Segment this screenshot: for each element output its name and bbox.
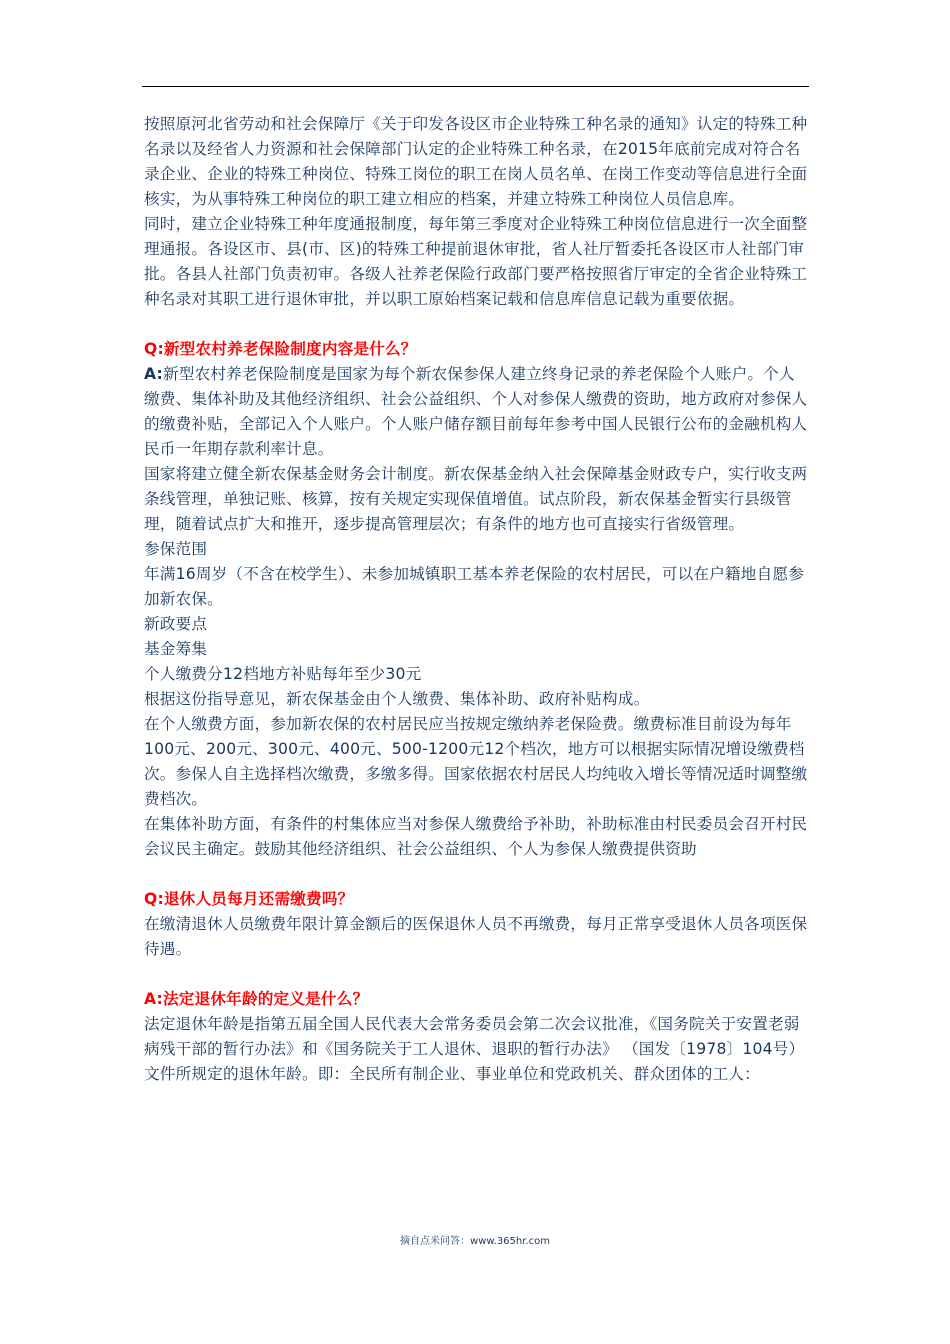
question-heading: A:法定退休年龄的定义是什么？	[144, 990, 369, 1008]
answer-prefix: A:	[144, 365, 163, 383]
question-heading: Q:退休人员每月还需缴费吗？	[144, 890, 354, 908]
paragraph-gap	[144, 862, 810, 887]
paragraph-gap	[144, 962, 810, 987]
paragraph: 国家将建立健全新农保基金财务会计制度。新农保基金纳入社会保障基金财政专户，实行收支两条线管理，单独记账、核算，按有关规定实现保值增值。试点阶段，新农保基金暂实行县级管理，随着试点扩大和推开，逐步提高管理层次；有条件的地方也可直接实行省级管理。	[144, 465, 808, 533]
paragraph: 新政要点	[144, 615, 208, 633]
paragraph: 年满16周岁（不含在校学生）、未参加城镇职工基本养老保险的农村居民，可以在户籍地自愿参加新农保。	[144, 565, 804, 608]
paragraph: 个人缴费分12档地方补贴每年至少30元	[144, 665, 422, 683]
paragraph: 在个人缴费方面，参加新农保的农村居民应当按规定缴纳养老保险费。缴费标准目前设为每年100元、200元、300元、400元、500-1200元12个档次，地方可以根据实际情况增设缴费档次。参保人自主选择档次缴费，多缴多得。国家依据农村居民人均纯收入增长等情况适时调整缴费档次。	[144, 715, 808, 808]
question-heading: Q:新型农村养老保险制度内容是什么？	[144, 340, 417, 358]
answer-paragraph	[144, 362, 810, 462]
paragraph: 参保范围	[144, 540, 208, 558]
document-body	[144, 112, 810, 1087]
paragraph: 同时，建立企业特殊工种年度通报制度，每年第三季度对企业特殊工种岗位信息进行一次全面整理通报。各设区市、县(市、区)的特殊工种提前退休审批，省人社厅暂委托各设区市人社部门审批。各县人社部门负责初审。各级人社养老保险行政部门要严格按照省厅审定的全省企业特殊工种名录对其职工进行退休审批，并以职工原始档案记载和信息库信息记载为重要依据。	[144, 215, 808, 308]
paragraph: 在集体补助方面，有条件的村集体应当对参保人缴费给予补助，补助标准由村民委员会召开村民会议民主确定。鼓励其他经济组织、社会公益组织、个人为参保人缴费提供资助	[144, 815, 808, 858]
paragraph-gap	[144, 312, 810, 337]
paragraph: 在缴清退休人员缴费年限计算金额后的医保退休人员不再缴费，每月正常享受退休人员各项医保待遇。	[144, 915, 808, 958]
answer-text: 新型农村养老保险制度是国家为每个新农保参保人建立终身记录的养老保险个人账户。个人缴费、集体补助及其他经济组织、社会公益组织、个人对参保人缴费的资助，地方政府对参保人的缴费补贴，全部记入个人账户。个人账户储存额目前每年参考中国人民银行公布的金融机构人民币一年期存款利率计息。	[144, 365, 808, 458]
paragraph: 根据这份指导意见，新农保基金由个人缴费、集体补助、政府补贴构成。	[144, 690, 650, 708]
header-rule	[142, 86, 809, 87]
paragraph: 按照原河北省劳动和社会保障厅《关于印发各设区市企业特殊工种名录的通知》认定的特殊工种名录以及经省人力资源和社会保障部门认定的企业特殊工种名录，在2015年底前完成对符合名录企业、企业的特殊工种岗位、特殊工岗位的职工在岗人员名单、在岗工作变动等信息进行全面核实，为从事特殊工种岗位的职工建立相应的档案，并建立特殊工种岗位人员信息库。	[144, 115, 808, 208]
paragraph: 基金筹集	[144, 640, 208, 658]
paragraph: 法定退休年龄是指第五届全国人民代表大会常务委员会第二次会议批准，《国务院关于安置老弱病残干部的暂行办法》和《国务院关于工人退休、退职的暂行办法》 （国发〔1978〕104号）文件所规定的退休年龄。即：全民所有制企业、事业单位和党政机关、群众团体的工人：	[144, 1015, 805, 1083]
page-footer: 摘自点米问答：www.365hr.com	[400, 1236, 550, 1247]
